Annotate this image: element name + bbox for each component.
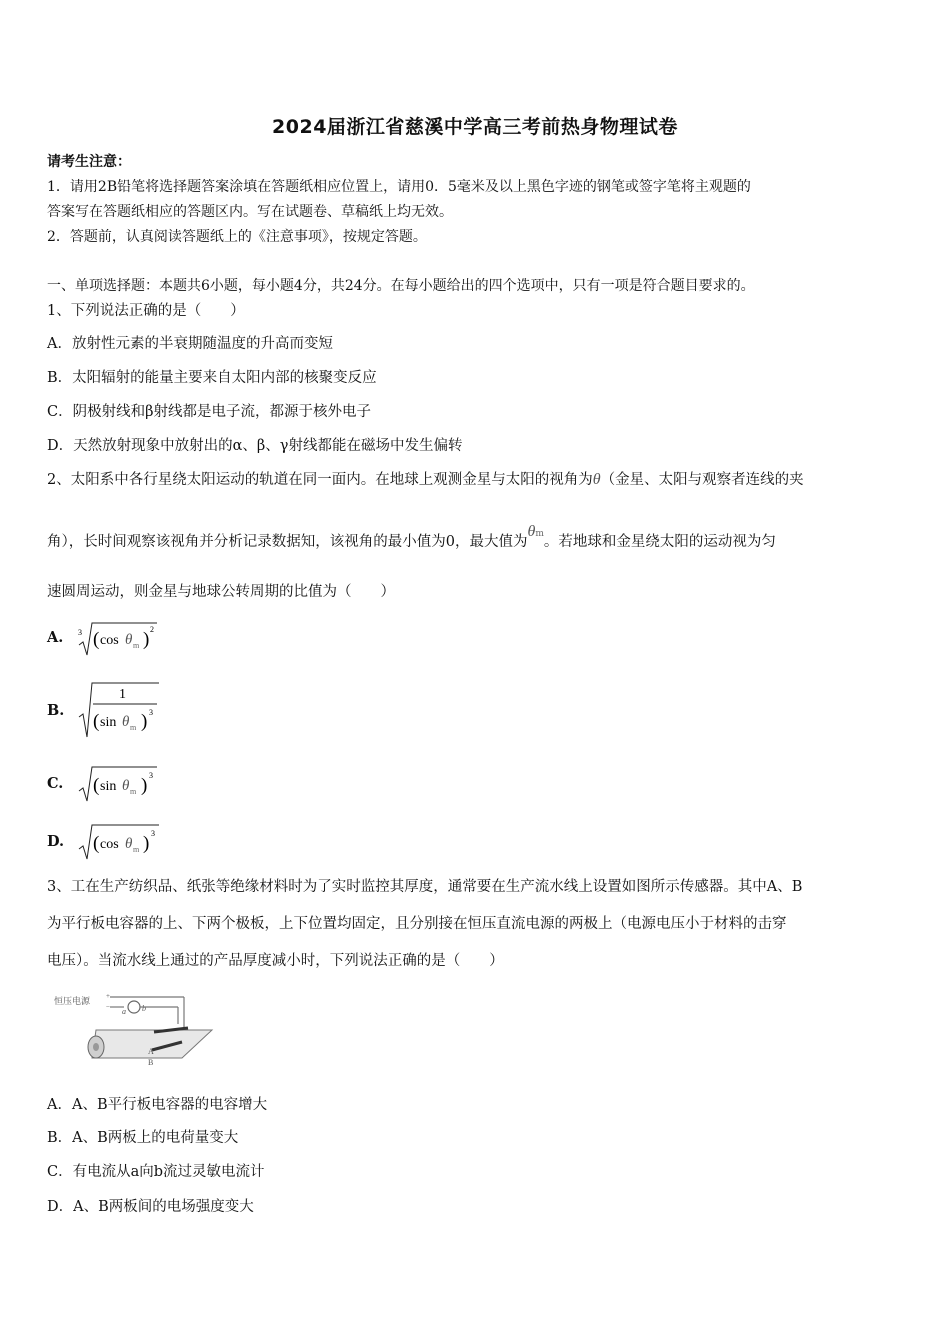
option-b-theta: θ — [122, 714, 130, 730]
question-2-line-2 — [47, 523, 776, 554]
option-b-formula — [75, 681, 175, 739]
option-b-exponent: 3 — [149, 708, 153, 717]
question-2-option-b — [47, 680, 175, 740]
question-3-option-a: A．A、B平行板电容器的电容增大 — [47, 1097, 268, 1113]
option-d-formula — [75, 819, 175, 863]
section-1-heading: 一、单项选择题：本题共6小题，每小题4分，共24分。在每小题给出的四个选项中，只有一项是符合题目要求的。 — [47, 278, 755, 294]
option-a-open-paren: ( — [93, 629, 100, 650]
question-2-option-c — [47, 758, 175, 808]
question-3-option-b: B．A、B两板上的电荷量变大 — [47, 1130, 239, 1146]
question-2-line-1 — [47, 470, 804, 490]
option-a-label: A. — [47, 628, 64, 646]
option-d-open-paren: ( — [93, 833, 100, 854]
option-b-sin: sin — [100, 715, 117, 730]
option-b-label: B. — [47, 701, 65, 719]
notice-heading: 请考生注意： — [47, 154, 131, 170]
option-a-m: m — [133, 641, 140, 650]
figure-a-label: a — [122, 1007, 126, 1016]
theta-symbol: θ — [592, 471, 601, 488]
option-d-close-paren: ) — [143, 833, 150, 854]
question-1-option-a: A．放射性元素的半衰期随温度的升高而变短 — [47, 336, 333, 352]
question-3-line-1: 3、工在生产纺织品、纸张等绝缘材料时为了实时监控其厚度，通常要在生产流水线上设置如图所示传感器。其中A、B — [47, 879, 803, 895]
theta-m-symbol: θ — [527, 523, 536, 540]
galvanometer-icon — [128, 1001, 140, 1013]
question-3-option-c: C．有电流从a向b流过灵敏电流计 — [47, 1164, 265, 1180]
question-3-option-d: D．A、B两板间的电场强度变大 — [47, 1199, 254, 1215]
notice-item-1-line-1: 1．请用2B铅笔将选择题答案涂填在答题纸相应位置上，请用0．5毫米及以上黑色字迹的钢笔或签字笔将主观题的 — [47, 179, 751, 195]
question-2-line-1-text: 2、太阳系中各行星绕太阳运动的轨道在同一面内。在地球上观测金星与太阳的视角为 — [47, 472, 593, 488]
figure-power-label: 恒压电源 — [54, 996, 91, 1006]
figure-A-label: A — [148, 1047, 154, 1056]
option-d-label: D. — [47, 832, 65, 850]
option-a-theta: θ — [125, 632, 133, 648]
option-a-exponent: 2 — [150, 625, 154, 634]
notice-item-1-line-2: 答案写在答题纸相应的答题区内。写在试题卷、草稿纸上均无效。 — [47, 204, 453, 220]
question-2-option-d — [47, 816, 175, 866]
option-c-m: m — [130, 787, 137, 796]
sensor-figure — [52, 990, 222, 1070]
question-3-line-3: 电压）。当流水线上通过的产品厚度减小时，下列说法正确的是（ ） — [47, 953, 504, 969]
option-a-close-paren: ) — [143, 629, 150, 650]
option-b-open-paren: ( — [93, 711, 100, 732]
option-a-formula — [75, 615, 175, 659]
option-c-label: C. — [47, 774, 64, 792]
figure-plus: + — [106, 992, 110, 1000]
option-c-open-paren: ( — [93, 775, 100, 796]
option-c-theta: θ — [122, 778, 130, 794]
option-d-cos: cos — [100, 837, 119, 852]
option-d-theta: θ — [125, 836, 133, 852]
figure-B-label: B — [148, 1058, 154, 1067]
question-1-option-d: D．天然放射现象中放射出的α、β、γ射线都能在磁场中发生偏转 — [47, 438, 463, 454]
question-2-line-2-text: 角），长时间观察该视角并分析记录数据知，该视角的最小值为0，最大值为 — [47, 534, 528, 550]
option-c-sin: sin — [100, 779, 117, 794]
option-d-exponent: 3 — [151, 829, 155, 838]
question-2-option-a — [47, 612, 175, 662]
option-c-exponent: 3 — [149, 771, 153, 780]
option-d-m: m — [133, 845, 140, 854]
question-1-option-b: B．太阳辐射的能量主要来自太阳内部的核聚变反应 — [47, 370, 377, 386]
notice-item-2: 2．答题前，认真阅读答题纸上的《注意事项》，按规定答题。 — [47, 229, 427, 245]
option-b-m: m — [130, 723, 137, 732]
question-2-line-1-tail: （金星、太阳与观察者连线的夹 — [600, 472, 804, 488]
option-c-close-paren: ) — [141, 775, 148, 796]
question-1-option-c: C．阴极射线和β射线都是电子流，都源于核外电子 — [47, 404, 371, 420]
question-1-stem: 1、下列说法正确的是（ ） — [47, 303, 245, 319]
theta-m-subscript: m — [535, 529, 544, 539]
question-3-line-2: 为平行板电容器的上、下两个极板，上下位置均固定，且分别接在恒压直流电源的两极上（电源电压小于材料的击穿 — [47, 916, 787, 932]
question-2-line-3: 速圆周运动，则金星与地球公转周期的比值为（ ） — [47, 584, 395, 600]
page-title: 2024届浙江省慈溪中学高三考前热身物理试卷 — [272, 116, 678, 138]
option-b-close-paren: ) — [141, 711, 148, 732]
figure-b-label: b — [142, 1004, 146, 1013]
question-2-line-2-tail: 。若地球和金星绕太阳的运动视为匀 — [543, 534, 776, 550]
figure-minus: − — [106, 1003, 110, 1011]
option-c-formula — [75, 761, 175, 805]
option-a-root-index: 3 — [78, 628, 82, 637]
option-b-numerator: 1 — [119, 687, 126, 702]
option-a-cos: cos — [100, 633, 119, 648]
